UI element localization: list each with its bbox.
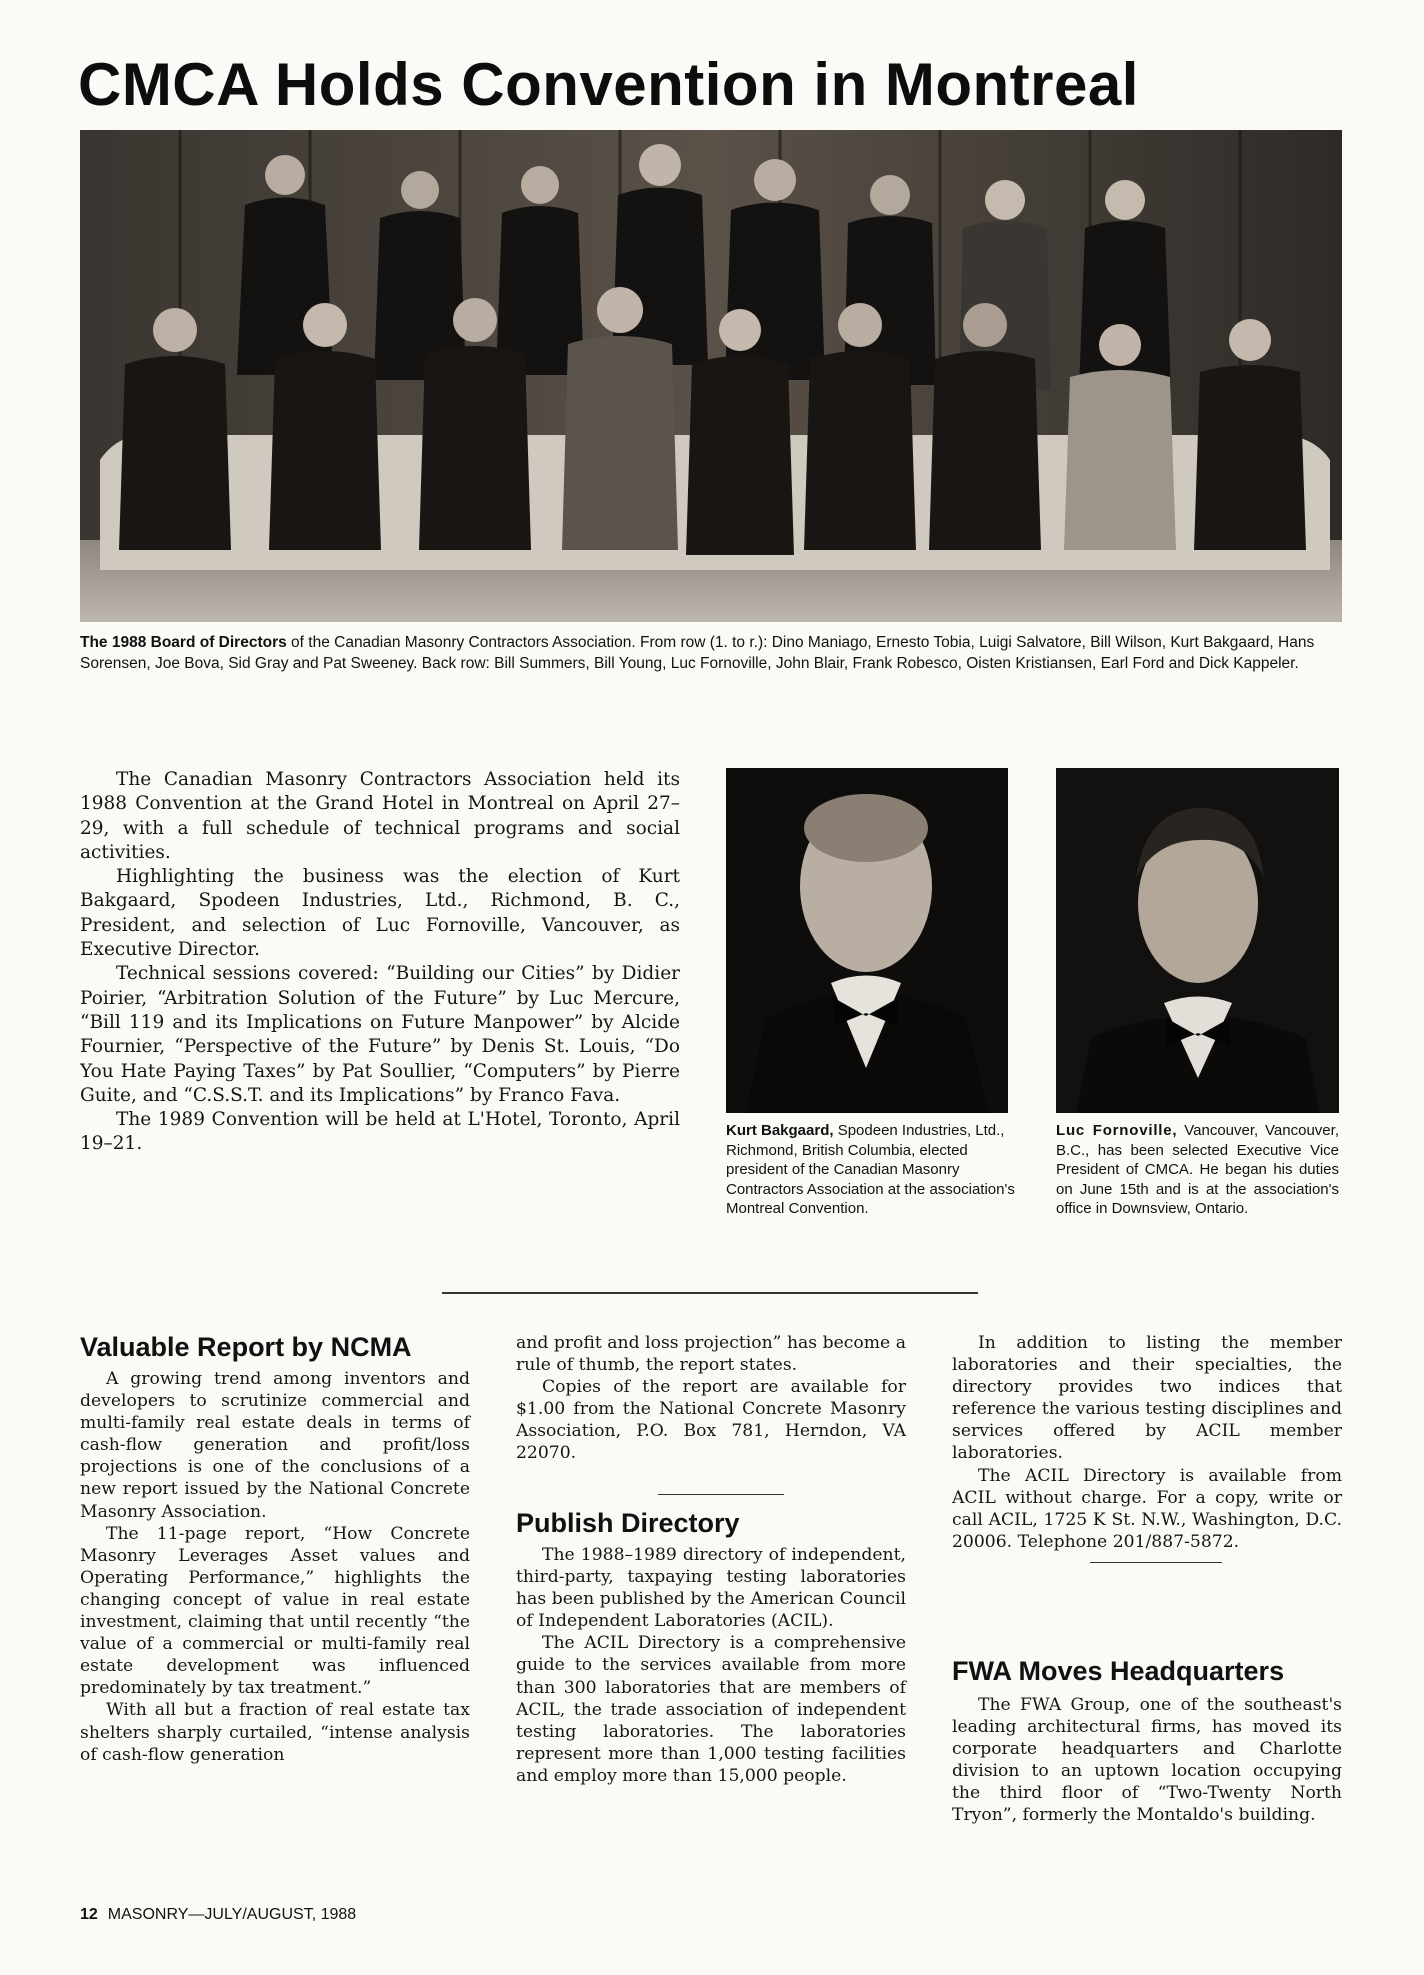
portrait-image — [1056, 768, 1339, 1113]
portrait-luc-fornoville — [1056, 768, 1339, 1113]
fwa-article — [952, 1694, 1342, 1827]
ncma-article — [80, 1368, 470, 1766]
ncma-paragraph: With all but a fraction of real estate tax shelters sharply curtailed, “intense analysis of cash-flow generation — [80, 1700, 470, 1765]
directory-heading: Publish Directory — [516, 1508, 740, 1538]
ncma-paragraph: The 11-page report, “How Concrete Masonry Leverages Asset values and Operating Performance,” highlights the changing concept of value in real estate investment, claiming that until recently “the value of a commercial or multi-family real estate development was influenced predominately by tax treatment.” — [80, 1523, 470, 1699]
fwa-paragraph: The FWA Group, one of the southeast's leading architectural firms, has moved its corporate headquarters and Charlotte division to an uptown location occupying the third floor of “Two-Twenty North Tryon”, formerly the Montaldo's building. — [952, 1695, 1342, 1826]
article-paragraph: Technical sessions covered: “Building our Cities” by Didier Poirier, “Arbitration Solution of the Future” by Luc Mercure, “Bill 119 and its Implications on Future Manpower” by Alcide Fournier, “Perspective of the Future” by Denis St. Louis, “Do You Hate Paying Taxes” by Pat Soullier, “Computers” by Pierre Guite, and “C.S.S.T. and its Implications” by Franco Fava. — [80, 963, 680, 1106]
portrait-caption-luc — [1056, 1121, 1339, 1219]
directory-paragraph: In addition to listing the member laboratories and their specialties, the directory provides two indices that reference the various testing disciplines and services offered by ACIL member laboratories. — [952, 1333, 1342, 1464]
group-photo-image — [80, 130, 1342, 622]
portrait-kurt-bakgaard — [726, 768, 1008, 1113]
portrait-caption-text: Vancouver, Vancouver, B.C., has been selected Executive Vice President of CMCA. He began his duties on June 15th and is at the association's office in Downsview, Ontario. — [1056, 1122, 1339, 1217]
column-divider — [1090, 1562, 1222, 1563]
directory-article-continued — [952, 1332, 1342, 1553]
page-number: 12 — [80, 1906, 98, 1923]
group-photo-caption — [80, 632, 1342, 674]
directory-paragraph: The 1988–1989 directory of independent, third-party, taxpaying testing laboratories has been published by the American Council of Independent Laboratories (ACIL). — [516, 1545, 906, 1632]
section-divider — [442, 1292, 978, 1294]
caption-lead: The 1988 Board of Directors — [80, 634, 287, 651]
headline: CMCA Holds Convention in Montreal — [78, 51, 1139, 118]
ncma-article-continued — [516, 1332, 906, 1465]
portrait-name: Kurt Bakgaard, — [726, 1122, 834, 1139]
directory-paragraph: The ACIL Directory is available from ACIL without charge. For a copy, write or call ACIL, 1725 K St. N.W., Washington, D.C. 20006. Telephone 201/887-5872. — [952, 1465, 1342, 1552]
portrait-name: Luc Fornoville, — [1056, 1122, 1178, 1139]
publication-line: MASONRY—JULY/AUGUST, 1988 — [107, 1906, 357, 1923]
fwa-heading: FWA Moves Headquarters — [952, 1656, 1285, 1686]
directory-paragraph: The ACIL Directory is a comprehensive guide to the services available from more than 300 laboratories that are members of ACIL, the trade association of independent testing laboratories. The laboratories represent more than 1,000 testing facilities and employ more than 15,000 people. — [516, 1633, 906, 1786]
article-paragraph: Highlighting the business was the election of Kurt Bakgaard, Spodeen Industries, Ltd., Richmond, B. C., President, and selection of Luc Fornoville, Vancouver, as Executive Director. — [80, 866, 680, 961]
article-paragraph: The 1989 Convention will be held at L'Hotel, Toronto, April 19–21. — [80, 1109, 680, 1155]
directory-article — [516, 1544, 906, 1787]
portrait-caption-text: Spodeen Industries, Ltd., Richmond, British Columbia, elected president of the Canadian Masonry Contractors Association at the association's Montreal Convention. — [726, 1122, 1015, 1217]
article-paragraph: The Canadian Masonry Contractors Association held its 1988 Convention at the Grand Hotel in Montreal on April 27–29, with a full schedule of technical programs and social activities. — [80, 769, 680, 863]
ncma-paragraph: A growing trend among inventors and developers to scrutinize commercial and multi-family real estate deals in terms of cash-flow generation and profit/loss projections is one of the conclusions of a new report issued by the National Concrete Masonry Association. — [80, 1369, 470, 1522]
ncma-heading: Valuable Report by NCMA — [80, 1332, 412, 1362]
ncma-paragraph: and profit and loss projection” has become a rule of thumb, the report states. — [516, 1333, 906, 1376]
ncma-paragraph: Copies of the report are available for $1.00 from the National Concrete Masonry Association, P.O. Box 781, Herndon, VA 22070. — [516, 1377, 906, 1464]
main-article — [80, 768, 680, 1157]
caption-text: of the Canadian Masonry Contractors Association. From row (1. to r.): Dino Maniago, Ernesto Tobia, Luigi Salvatore, Bill Wilson, Kurt Bakgaard, Hans Sorensen, Joe Bova, Sid Gray and Pat Sweeney. Back row: Bill Summers, Bill Young, Luc Fornoville, John Blair, Frank Robesco, Oisten Kristiansen, Earl Ford and Dick Kappeler. — [80, 634, 1315, 672]
page-footer — [80, 1906, 356, 1924]
portrait-caption-kurt — [726, 1121, 1016, 1219]
portrait-image — [726, 768, 1008, 1113]
group-photo — [80, 130, 1342, 622]
column-divider — [658, 1494, 784, 1495]
